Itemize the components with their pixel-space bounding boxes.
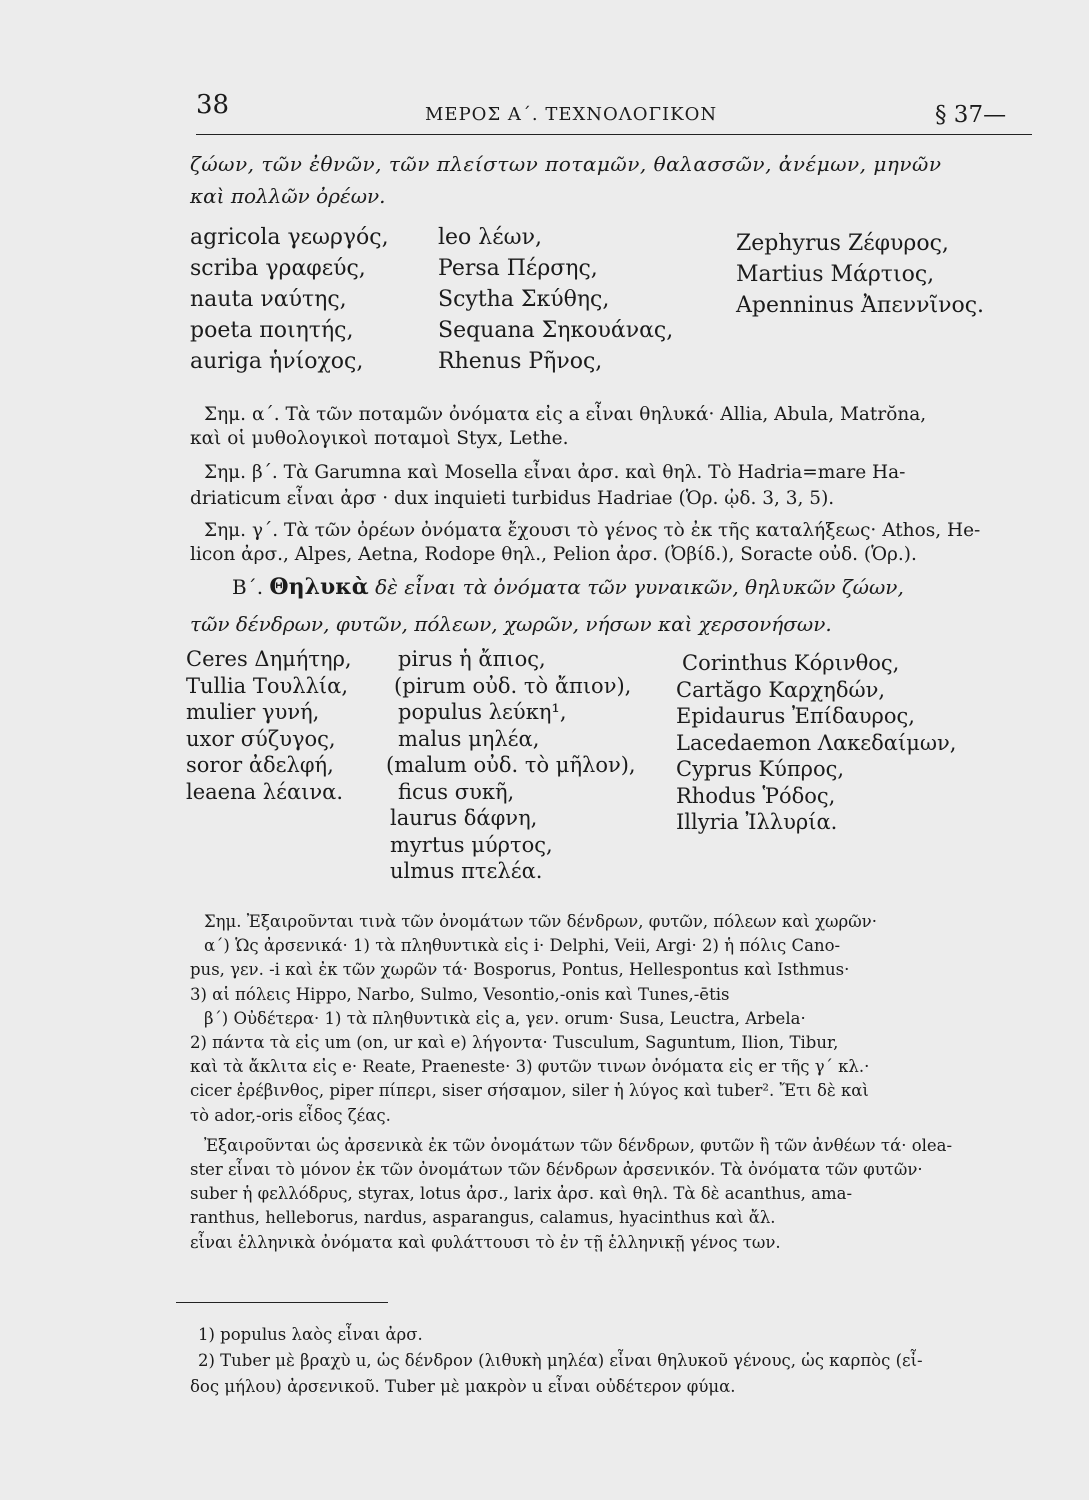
fem-item: Ceres Δημήτηρ, — [186, 647, 352, 671]
fem-item: Tullia Τουλλία, — [186, 673, 349, 698]
note-a-line-1: Σημ. α΄. Τὰ τῶν ποταμῶν ὀνόματα εἰς a εἶναι θηλυκά· Allia, Abula, Matrŏna, — [204, 404, 927, 425]
fem-item: uxor σύζυγος, — [186, 726, 336, 751]
masc-item: Scytha Σκύθης, — [438, 287, 610, 312]
masc-column-2 — [438, 222, 718, 377]
footnotes — [190, 1322, 1040, 1400]
exceptions-line: β΄) Οὐδέτερα· 1) τὰ πληθυντικὰ εἰς a, γεν. orum· Susa, Leuctra, Arbela· — [204, 1008, 806, 1028]
exceptions-line: suber ἡ φελλόδρυς, styrax, lotus ἀρσ., larix ἀρσ. καὶ θηλ. Τὰ δὲ acanthus, ama- — [190, 1184, 853, 1204]
fem-item: populus λεύκη¹, — [398, 700, 567, 724]
masc-item: Zephyrus Ζέφυρος, — [736, 231, 949, 256]
section-b-line-1 — [232, 574, 904, 600]
masc-item: auriga ἡνίοχος, — [190, 349, 364, 374]
note-b-line-2: driaticum εἶναι ἀρσ · dux inquieti turbidus Hadriae (Ὁρ. ᾠδ. 3, 3, 5). — [190, 488, 835, 509]
fem-item: Corinthus Κόρινθος, — [682, 651, 900, 675]
fem-item: leaena λέαινα. — [186, 779, 344, 804]
exceptions-line: τὸ ador,-oris εἶδος ζέας. — [190, 1105, 391, 1125]
exceptions-notes — [190, 910, 1040, 1255]
footnote-1: 1) populus λαὸς εἶναι ἀρσ. — [198, 1325, 423, 1344]
note-c-line-1: Σημ. γ΄. Τὰ τῶν ὀρέων ὀνόματα ἔχουσι τὸ γένος τὸ ἐκ τῆς καταλήξεως· Athos, He- — [204, 520, 981, 541]
masc-item: Martius Μάρτιος, — [736, 262, 935, 287]
fem-item: (pirum οὐδ. τὸ ἄπιον), — [394, 673, 632, 698]
masc-item: Rhenus Ρῆνος, — [438, 349, 603, 374]
exceptions-line: pus, γεν. -i καὶ ἐκ τῶν χωρῶν τά· Bosporus, Pontus, Hellespontus καὶ Isthmus· — [190, 960, 850, 980]
fem-item: malus μηλέα, — [398, 726, 540, 751]
fem-item: (malum οὐδ. τὸ μῆλον), — [386, 753, 636, 777]
exceptions-line: cicer ἐρέβινθος, piper πίπερι, siser σήσαμον, siler ἡ λύγος καὶ tuber². Ἔτι δὲ καὶ — [190, 1081, 869, 1101]
exceptions-line: 2) πάντα τὰ εἰς um (on, ur καὶ e) λήγοντα· Tusculum, Saguntum, Ilion, Tibur, — [190, 1033, 839, 1053]
header-rule — [196, 134, 1032, 135]
section-ref: § 37— — [935, 102, 1007, 128]
footnote-rule — [176, 1302, 388, 1303]
fem-item: Illyria Ἰλλυρία. — [676, 810, 838, 834]
fem-item: soror ἀδελφή, — [186, 753, 334, 777]
section-b-line-2: τῶν δένδρων, φυτῶν, πόλεων, χωρῶν, νήσων καὶ χερσονήσων. — [190, 612, 832, 636]
masc-item: agricola γεωργός, — [190, 225, 389, 250]
fem-item: Lacedaemon Λακεδαίμων, — [676, 730, 957, 755]
fem-column-3 — [676, 650, 1046, 836]
fem-column-1 — [186, 646, 396, 805]
exceptions-line: ranthus, helleborus, nardus, asparangus, calamus, hyacinthus καὶ ἄλ. — [190, 1208, 776, 1228]
section-b-text: δὲ εἶναι τὰ ὀνόματα τῶν γυναικῶν, θηλυκῶν ζώων, — [375, 575, 904, 599]
note-b-line-1: Σημ. β΄. Τὰ Garumna καὶ Mosella εἶναι ἀρσ. καὶ θηλ. Τὸ Hadria=mare Ha- — [204, 462, 906, 483]
fem-item: ficus συκῆ, — [398, 779, 515, 804]
masc-item: Apenninus Ἀπεννῖνος. — [736, 293, 985, 318]
note-c-line-2: licon ἀρσ., Alpes, Aetna, Rodope θηλ., Pelion ἀρσ. (Ὀβίδ.), Soracte οὐδ. (Ὁρ.). — [190, 544, 917, 565]
masc-item: poeta ποιητής, — [190, 318, 354, 343]
masc-item: nauta ναύτης, — [190, 287, 347, 312]
section-b-keyword: Θηλυκὰ — [269, 574, 369, 600]
exceptions-line: α΄) Ὡς ἀρσενικά· 1) τὰ πληθυντικὰ εἰς i· Delphi, Veii, Argi· 2) ἡ πόλις Cano- — [204, 936, 841, 956]
fem-item: ulmus πτελέα. — [390, 859, 543, 883]
exceptions-line: εἶναι ἑλληνικὰ ὀνόματα καὶ φυλάττουσι τὸ ἐν τῇ ἑλληνικῇ γένος των. — [190, 1232, 781, 1252]
section-b-label: Β΄. — [232, 575, 264, 599]
masc-item: Sequana Σηκουάνας, — [438, 318, 674, 343]
masc-column-3 — [736, 228, 1036, 321]
note-a-line-2: καὶ οἱ μυθολογικοὶ ποταμοὶ Styx, Lethe. — [190, 428, 569, 449]
fem-item: pirus ἡ ἄπιος, — [398, 647, 546, 671]
exceptions-line: Σημ. Ἐξαιροῦνται τινὰ τῶν ὀνομάτων τῶν δένδρων, φυτῶν, πόλεων καὶ χωρῶν· — [204, 912, 877, 931]
exceptions-line: ster εἶναι τὸ μόνον ἐκ τῶν ὀνομάτων τῶν δένδρων ἀρσενικόν. Τὰ ὀνόματα τῶν φυτῶν· — [190, 1160, 923, 1180]
fem-item: Cyprus Κύπρος, — [676, 757, 845, 781]
footnote-2: 2) Tuber μὲ βραχὺ u, ὡς δένδρον (λιθυκὴ μηλέα) εἶναι θηλυκοῦ γένους, ὡς καρπὸς (εἶ- — [198, 1351, 923, 1370]
masc-item: scriba γραφεύς, — [190, 256, 366, 281]
fem-item: laurus δάφνη, — [390, 806, 538, 830]
intro-line-2: καὶ πολλῶν ὀρέων. — [190, 184, 386, 208]
fem-column-2 — [386, 646, 676, 885]
running-title: ΜΕΡΟΣ Α΄. ΤΕΧΝΟΛΟΓΙΚΟΝ — [425, 104, 718, 125]
fem-item: Rhodus Ῥόδος, — [676, 783, 836, 808]
exceptions-line: Ἐξαιροῦνται ὡς ἀρσενικὰ ἐκ τῶν ὀνομάτων τῶν δένδρων, φυτῶν ἢ τῶν ἀνθέων τά· olea- — [204, 1135, 953, 1155]
page-number: 38 — [196, 90, 230, 120]
exceptions-line: καὶ τὰ ἄκλιτα εἰς e· Reate, Praeneste· 3) φυτῶν τινων ὀνόματα εἰς er τῆς γ΄ κλ.· — [190, 1057, 870, 1077]
footnote-2-cont: δος μήλου) ἀρσενικοῦ. Tuber μὲ μακρὸν u εἶναι οὐδέτερον φύμα. — [190, 1377, 736, 1396]
masc-item: Persa Πέρσης, — [438, 256, 598, 281]
fem-item: Epidaurus Ἐπίδαυρος, — [676, 704, 915, 728]
fem-item: mulier γυνή, — [186, 700, 320, 724]
fem-item: Cartăgo Καρχηδών, — [676, 677, 886, 702]
fem-item: myrtus μύρτος, — [390, 832, 553, 857]
intro-line-1: ζώων, τῶν ἐθνῶν, τῶν πλείστων ποταμῶν, θαλασσῶν, ἀνέμων, μηνῶν — [190, 152, 942, 176]
masc-column-1 — [190, 222, 430, 377]
masc-item: leo λέων, — [438, 225, 542, 250]
exceptions-line: 3) αἱ πόλεις Hippo, Narbo, Sulmo, Vesontio,-onis καὶ Tunes,-ētis — [190, 984, 730, 1004]
